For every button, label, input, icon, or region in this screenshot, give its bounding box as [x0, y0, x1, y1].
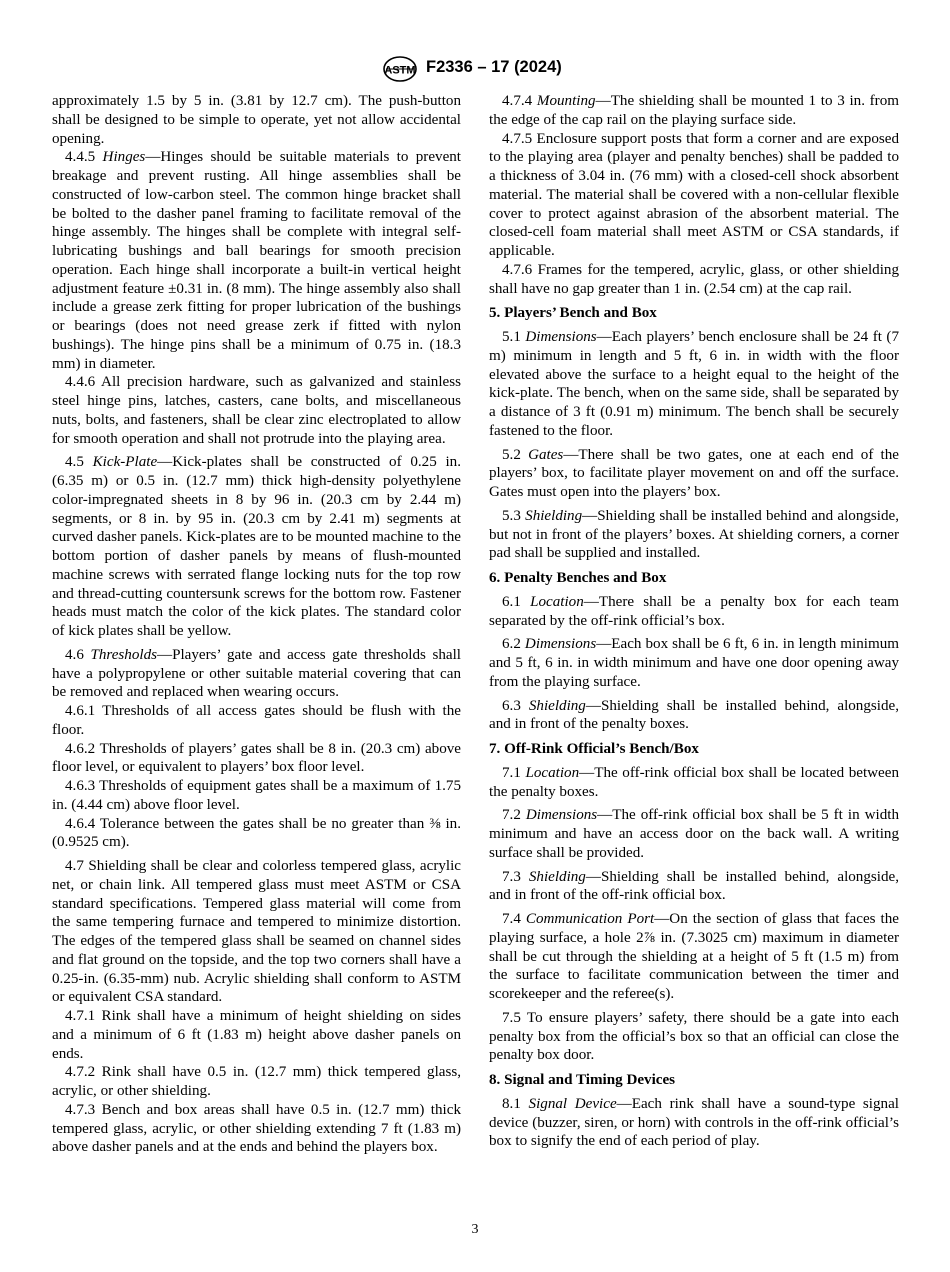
paragraph-7-4: 7.4 Communication Port—On the section of glass that faces the playing surface, a hole 2⅞ in. (7.3025 cm) maximum in diameter shall be cut through the shielding at a height of 5 ft (1.5 m) from the surface to facilitate communication between the timer and scorekeeper and the referee(s). — [489, 911, 899, 1002]
paragraph-6-1: 6.1 Location—There shall be a penalty box for each team separated by the off-rink official’s box. — [489, 593, 899, 629]
paragraph-4-6-3: 4.6.3 Thresholds of equipment gates shall be a maximum of 1.75 in. (4.44 cm) above floor level. — [52, 778, 461, 813]
section-heading-5: 5. Players’ Bench and Box — [489, 305, 657, 322]
left-column — [52, 92, 461, 1157]
paragraph-4-7-6: 4.7.6 Frames for the tempered, acrylic, glass, or other shielding shall have no gap greater than 1 in. (2.54 cm) at the cap rail. — [489, 261, 899, 297]
paragraph-4-6: 4.6 Thresholds—Players’ gate and access gate thresholds shall have a polypropylene or other suitable material covering that can be removed and replaced when wearing occurs. — [52, 646, 461, 701]
paragraph-6-2: 6.2 Dimensions—Each box shall be 6 ft, 6 in. in length minimum and 5 ft, 6 in. in width minimum and have one door opening away from the playing surface. — [489, 636, 899, 690]
paragraph-7-2: 7.2 Dimensions—The off-rink official box shall be 5 ft in width minimum and have an access door on the back wall. A writing surface shall be provided. — [489, 807, 900, 861]
paragraph-4-7-3: 4.7.3 Bench and box areas shall have 0.5 in. (12.7 mm) thick tempered glass, acrylic, or other shielding extending 7 ft (1.83 m) above dasher panels and at the ends and behind the players box. — [52, 1101, 461, 1156]
paragraph-4-7-1: 4.7.1 Rink shall have a minimum of height shielding on sides and a minimum of 6 ft (1.83 m) height above dasher panels on ends. — [52, 1008, 461, 1062]
paragraph-7-1: 7.1 Location—The off-rink official box shall be located between the penalty boxes. — [489, 764, 899, 800]
paragraph-4-7-2: 4.7.2 Rink shall have 0.5 in. (12.7 mm) thick tempered glass, acrylic, or other shielding. — [52, 1064, 461, 1099]
section-heading-6: 6. Penalty Benches and Box — [489, 570, 667, 586]
right-column — [489, 92, 899, 1151]
paragraph-5-2: 5.2 Gates—There shall be two gates, one at each end of the players’ box, to facilitate player movement on and off the surface. Gates must open into the players’ box. — [489, 446, 899, 500]
section-heading-8: 8. Signal and Timing Devices — [489, 1072, 676, 1088]
paragraph-4-7: 4.7 Shielding shall be clear and colorless tempered glass, acrylic net, or chain link. All tempered glass must meet ASTM or CSA standard specifications. Tempered glass material will come from the same tempering furnace and tempered to minimize distortion. The edges of the tempered glass shall be seamed on channel sides and flat ground on the topside, and the top two corners shall have a 0.25-in. (6.35-mm) nub. Acrylic shielding shall conform to ASTM or equivalent CSA standard. — [52, 858, 461, 1006]
paragraph-4-7-5: 4.7.5 Enclosure support posts that form a corner and are exposed to the playing area (player and penalty benches) shall be padded to a thickness of 3.04 in. (76 mm) with a closed-cell shock absorbent material. The material shall be covered with a non-cellular flexible cover to protect against abrasion of the absorbent material. The closed-cell foam material shall meet ASTM or CSA standards, if applicable. — [489, 130, 899, 259]
paragraph-7-5: 7.5 To ensure players’ safety, there should be a gate into each penalty box from the official’s box so that an official can close the penalty box door. — [489, 1009, 899, 1064]
page-header — [0, 56, 950, 82]
paragraph-7-3: 7.3 Shielding—Shielding shall be installed behind, alongside, and in front of the off-rink official box. — [489, 868, 899, 904]
svg-text:ASTM: ASTM — [384, 64, 416, 77]
paragraph-4-7-4: 4.7.4 Mounting—The shielding shall be mounted 1 to 3 in. from the edge of the cap rail on the playing surface side. — [489, 93, 900, 128]
page-number: 3 — [471, 1222, 479, 1237]
paragraph-4-6-2: 4.6.2 Thresholds of players’ gates shall be 8 in. (20.3 cm) above floor level, or equivalent to players’ box floor level. — [52, 740, 461, 776]
paragraph-4-6-1: 4.6.1 Thresholds of all access gates should be flush with the floor. — [52, 703, 461, 738]
paragraph-4-4-6: 4.4.6 All precision hardware, such as galvanized and stainless steel hinge pins, latches, casters, cane bolts, and miscellaneous nuts, bolts, and fasteners, shall be clear zinc electroplated to allow for smooth operation and shall not protrude into the playing area. — [52, 374, 461, 447]
standard-designation: F2336 – 17 (2024) — [426, 58, 562, 76]
paragraph-4-6-4: 4.6.4 Tolerance between the gates shall be no greater than ⅜ in. (0.9525 cm). — [52, 815, 461, 851]
paragraph-4-4-5: 4.4.5 Hinges—Hinges should be suitable materials to prevent breakage and prevent rusting. All hinge assemblies shall be constructed of low-carbon steel. The common hinge bracket shall be bolted to the dasher panel framing to facilitate removal of the hinge assembly. The hinges shall be complete with integral self-lubricating bushings and ball bearings for smooth precision operation. Each hinge shall incorporate a built-in vertical height adjustment feature ±0.31 in. (8 mm). The hinge assembly also shall include a grease zerk fitting for proper lubrication of the bushings or bearings (does not need grease zerk if fitted with nylon bushings). The hinge pins shall be a minimum of 0.75 in. (18.3 mm) in diameter. — [52, 149, 462, 372]
paragraph-6-3: 6.3 Shielding—Shielding shall be installed behind, alongside, and in front of the penalty boxes. — [489, 697, 899, 733]
paragraph-5-3: 5.3 Shielding—Shielding shall be installed behind and alongside, but not in front of the players’ boxes. At shielding corners, a corner pad shall be supplied and installed. — [489, 507, 900, 562]
paragraph-4-5: 4.5 Kick-Plate—Kick-plates shall be constructed of 0.25 in. (6.35 m) or 0.5 in. (12.7 mm) thick high-density polyethylene color-impregnated sheets in 8 by 96 in. (20.3 cm by 2.44 m) segments, or 8 in. by 95 in. (20.3 cm by 2.41 m) segments at curved dasher panels. Kick-plates are to be mounted machine to the bottom portion of dasher panels by means of flush-mounted machine screws with serrated flange locking nuts for the top row and thread-cutting countersunk screws for the bottom row. Fastener heads must match the color of the kick plates. The standard color of kick plates shall be yellow. — [52, 454, 461, 639]
paragraph-8-1: 8.1 Signal Device—Each rink shall have a sound-type signal device (buzzer, siren, or horn) with controls in the off-rink official’s box to signify the end of each period of play. — [489, 1095, 899, 1150]
paragraph: approximately 1.5 by 5 in. (3.81 by 12.7 cm). The push-button shall be designed to be simple to operate, yet not allow accidental opening. — [52, 93, 461, 147]
astm-logo — [382, 56, 418, 82]
section-heading-7: 7. Off-Rink Official’s Bench/Box — [489, 741, 699, 757]
paragraph-5-1: 5.1 Dimensions—Each players’ bench enclosure shall be 24 ft (7 m) minimum in length and 5 ft, 6 in. in width with the floor elevated above the surface to a height equal to the height of the kick-plate. The bench, when on the same side, shall be separated by a distance of 3 ft (0.91 m) minimum. The bench shall be securely fastened to the floor. — [489, 329, 899, 439]
